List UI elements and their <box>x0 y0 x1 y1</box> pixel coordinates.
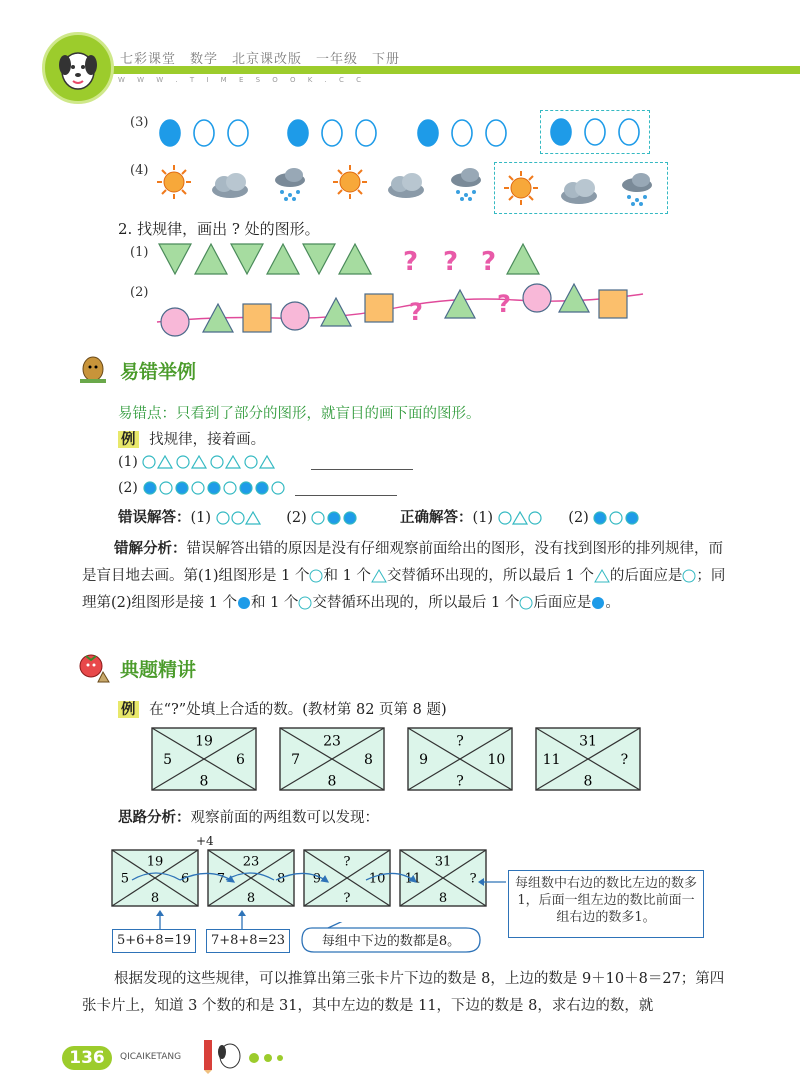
pattern-line-1: (1) <box>118 454 413 470</box>
filled-circle-glyph <box>237 596 251 610</box>
sun-icon <box>333 165 367 199</box>
green-triangle <box>445 290 475 318</box>
footer-brand: QICAIKETANG <box>120 1052 182 1062</box>
header-title: 七彩课堂 数学 北京课改版 一年级 下册 <box>120 52 401 67</box>
card-top-number: 23 <box>242 854 260 870</box>
filled-circle-glyph <box>591 596 605 610</box>
empty-circle <box>486 120 506 146</box>
card-bottom-number: ? <box>456 773 464 790</box>
header-url: W W W . T I M E S O O K . C C <box>118 76 366 84</box>
filled-circle <box>288 120 308 146</box>
green-triangle <box>321 298 351 326</box>
card-bottom-number: 8 <box>150 891 160 907</box>
pink-circle <box>161 308 189 336</box>
triangle-glyph <box>594 569 610 583</box>
card-top-number: 19 <box>195 733 213 750</box>
right-answer-1 <box>498 511 544 525</box>
card-left-number: 11 <box>404 871 422 887</box>
circle-glyph <box>298 596 312 610</box>
card-left-number: 7 <box>216 871 226 887</box>
card-right-number: ? <box>469 871 477 887</box>
card-left-number: 7 <box>291 751 301 768</box>
card-top-number: 31 <box>579 733 597 750</box>
card-left-number: 5 <box>120 871 130 887</box>
card-right-number: 8 <box>363 751 373 768</box>
empty-circle <box>452 120 472 146</box>
card-bottom-number: 8 <box>438 891 448 907</box>
number-card <box>400 850 486 906</box>
card-top-number: 19 <box>146 854 164 870</box>
exercise2-title: 2. 找规律，画出 ? 处的图形。 <box>118 220 320 238</box>
empty-circle <box>322 120 342 146</box>
header-bar <box>62 66 800 74</box>
card-right-number: 8 <box>276 871 286 887</box>
up-triangle <box>339 244 371 274</box>
empty-circle <box>356 120 376 146</box>
card-top-number: 31 <box>434 854 452 870</box>
card-bottom-number: 8 <box>327 773 337 790</box>
up-triangle <box>267 244 299 274</box>
down-triangle <box>231 244 263 274</box>
card-right-number: 10 <box>368 871 386 887</box>
circle-glyph <box>309 569 323 583</box>
card-right-number: ? <box>620 751 629 768</box>
orange-square <box>365 294 393 322</box>
pink-circle <box>523 284 551 312</box>
tomato-mascot-icon <box>76 652 110 684</box>
circle-triangle-pattern <box>142 455 306 469</box>
typical-title: 典题精讲 <box>120 659 197 681</box>
ex2-item2-label: (2) <box>130 285 149 300</box>
empty-circle <box>228 120 248 146</box>
wrong-answer-2 <box>311 511 361 525</box>
answer-box-4 <box>494 162 668 214</box>
filled-circle <box>418 120 438 146</box>
down-triangle <box>159 244 191 274</box>
sun-icon <box>157 165 191 199</box>
orange-square <box>599 290 627 318</box>
mixed-shape-sequence <box>155 282 645 340</box>
number-card <box>152 728 256 790</box>
answer-line-1[interactable] <box>311 455 413 470</box>
card-right-number: 6 <box>180 871 190 887</box>
typical-example-text: 在“?”处填上合适的数。(教材第 82 页第 8 题) <box>149 702 447 718</box>
card-top-number: ? <box>343 854 351 870</box>
question-mark: ? <box>403 247 419 277</box>
ex2-item1-label: (1) <box>130 245 149 260</box>
circle-glyph <box>682 569 696 583</box>
empty-circle <box>194 120 214 146</box>
example-tag: 例 <box>118 701 139 718</box>
wrong-answer-1 <box>216 511 262 525</box>
card-bottom-number: ? <box>343 891 351 907</box>
bottom-note-cloud: 每组中下边的数都是8。 <box>298 922 484 958</box>
triangle-glyph <box>371 569 387 583</box>
card-bottom-number: 8 <box>199 773 209 790</box>
down-triangle <box>303 244 335 274</box>
item3-label: (3) <box>130 115 149 130</box>
dog-mascot-icon <box>42 32 114 104</box>
triangle-sequence <box>155 238 555 280</box>
pitfall-text: 易错点：只看到了部分的图形，就盲目的画下面的图形。 <box>118 406 481 422</box>
typical-example <box>118 698 447 719</box>
question-mark: ? <box>497 290 511 318</box>
card-top-number: ? <box>456 733 464 750</box>
card-top-number: 23 <box>323 733 341 750</box>
up-triangle <box>195 244 227 274</box>
pink-circle <box>281 302 309 330</box>
conclusion-text: 根据发现的这些规律，可以推算出第三张卡片下边的数是 8，上边的数是 9＋10＋8＝27；第四张卡片上，知道 3 个数的和是 31，其中左边的数是 11，下边的数是 8，求右边的数，就 <box>82 971 725 1014</box>
card-right-number: 6 <box>235 751 245 768</box>
answers-row: 错误解答：(1) (2) 正确解答：(1) (2) <box>118 506 643 527</box>
card-left-number: 9 <box>419 751 429 768</box>
right-answer-2 <box>593 511 643 525</box>
question-mark: ? <box>409 298 423 326</box>
example-text: 找规律，接着画。 <box>149 432 266 448</box>
cloud-icon <box>212 173 248 198</box>
weather-sequence <box>150 160 495 208</box>
example-tag: 例 <box>118 431 139 448</box>
left-arrow <box>478 876 508 888</box>
thought-analysis: 思路分析：观察前面的两组数可以发现： <box>118 810 379 826</box>
easy-mistake-icon <box>76 355 110 385</box>
right-note-box: 每组数中右边的数比左边的数多1，后面一组左边的数比前面一组右边的数多1。 <box>508 870 704 938</box>
question-mark: ? <box>481 247 497 277</box>
card-bottom-number: 8 <box>583 773 593 790</box>
cloud-icon <box>388 173 424 198</box>
pattern-line-2: (2) <box>118 480 397 496</box>
card-left-number: 9 <box>312 871 322 887</box>
card-left-number: 5 <box>163 751 173 768</box>
plus-four-label: +4 <box>196 834 214 848</box>
orange-square <box>243 304 271 332</box>
question-mark: ? <box>443 247 459 277</box>
rain-icon <box>451 168 481 201</box>
number-card <box>536 728 640 790</box>
number-card <box>280 728 384 790</box>
card-left-number: 11 <box>542 751 561 768</box>
number-card <box>304 850 390 906</box>
circle-pattern <box>142 481 290 495</box>
mistakes-title: 易错举例 <box>120 361 197 383</box>
analysis-cards <box>110 848 490 912</box>
circle-glyph <box>519 596 533 610</box>
sum-box-2: 7+8+8=23 <box>206 929 290 953</box>
number-cards <box>150 726 670 794</box>
mistake-example <box>118 428 265 449</box>
card-bottom-number: 8 <box>246 891 256 907</box>
green-triangle <box>559 284 589 312</box>
up-triangle <box>507 244 539 274</box>
page-number: 136 <box>62 1046 112 1070</box>
card-right-number: 10 <box>487 751 506 768</box>
answer-line-2[interactable] <box>295 481 397 496</box>
mistake-analysis: 错解分析：错误解答出错的原因是没有仔细观察前面给出的图形，没有找到图形的排列规律，而是盲目地去画。第(1)组图形是 1 个 和 1 个 交替循环出现的，所以最后 1 个 的后面应是 ；同理第(2)组图形是接 1 个 和 1 个 交替循环出现的，所以最后 1 个 后面应是 。 <box>82 541 726 611</box>
sum-box-1: 5+6+8=19 <box>112 929 196 953</box>
answer-box-3 <box>540 110 650 154</box>
rain-icon <box>275 168 305 201</box>
footer-mascot-icon <box>200 1036 290 1074</box>
filled-circle <box>160 120 180 146</box>
number-card <box>408 728 512 790</box>
item4-label: (4) <box>130 163 149 178</box>
